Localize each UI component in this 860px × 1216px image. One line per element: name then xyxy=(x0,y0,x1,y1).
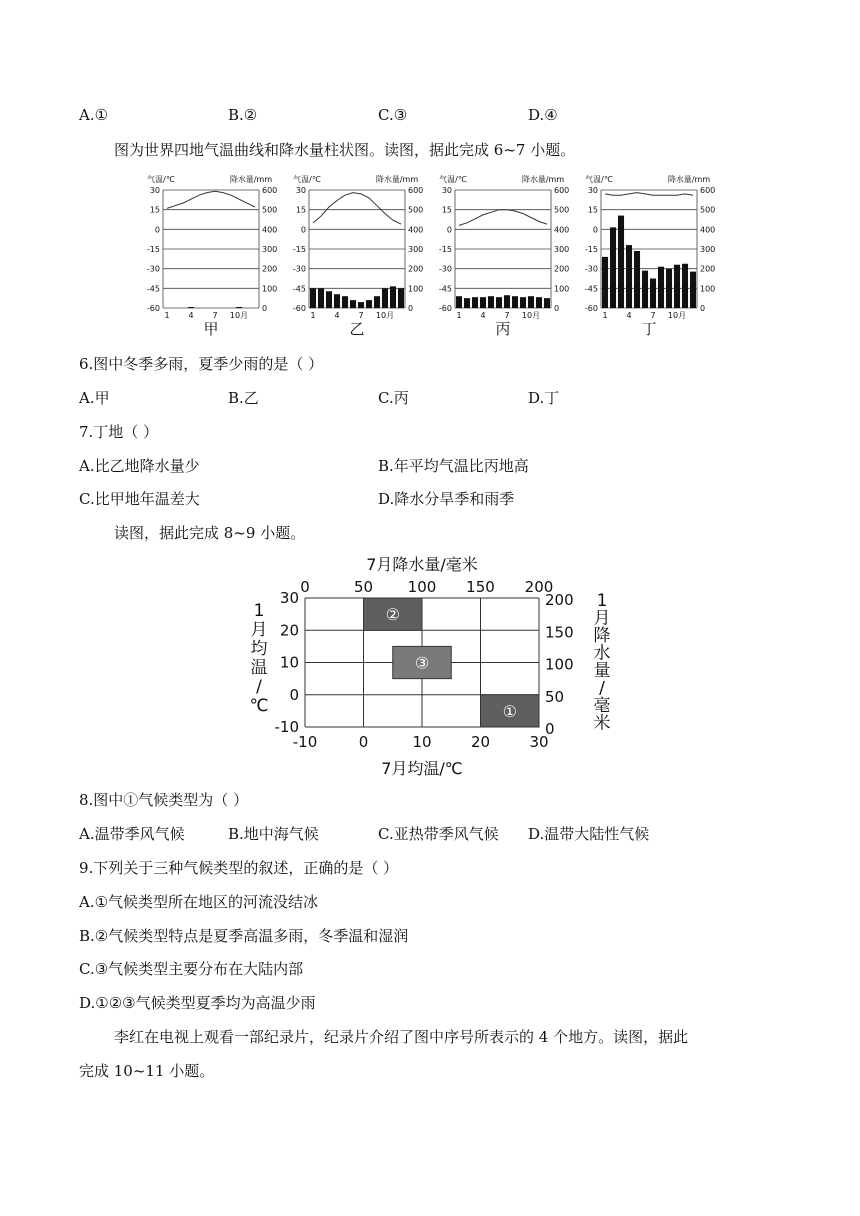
month-tick-label: 4 xyxy=(480,311,486,320)
month-tick-label: 10月 xyxy=(667,311,687,320)
precip-tick-label: 300 xyxy=(262,245,278,254)
temp-axis-label: 气温/℃ xyxy=(439,175,467,184)
top-tick-label: 200 xyxy=(524,578,554,596)
climate-chart-4 xyxy=(585,174,715,338)
q6-option-b: B.乙 xyxy=(228,389,259,407)
q7-stem: 7.丁地（ ） xyxy=(79,423,159,441)
right-axis-label-char: 水 xyxy=(593,643,611,664)
precip-tick-label: 100 xyxy=(700,284,716,294)
temperature-line xyxy=(459,210,547,226)
q7-option-a: A.比乙地降水量少 xyxy=(79,457,200,475)
bottom-tick-label: 30 xyxy=(529,733,549,751)
precip-axis-label: 降水量/mm xyxy=(375,175,419,184)
precip-bar xyxy=(512,296,518,308)
precip-bar xyxy=(366,300,372,308)
precip-axis-label: 降水量/mm xyxy=(521,175,565,184)
precip-bar xyxy=(666,269,672,308)
month-tick-label: 1 xyxy=(602,311,608,320)
q9-option-c: C.③气候类型主要分布在大陆内部 xyxy=(79,960,304,978)
left-axis-label-char: ℃ xyxy=(249,696,269,716)
q5-option-b: B.② xyxy=(228,106,258,124)
right-tick-label: 150 xyxy=(545,623,574,642)
precip-tick-label: 100 xyxy=(262,284,278,294)
precip-bar xyxy=(520,297,526,308)
precip-bar xyxy=(496,297,502,308)
precip-tick-label: 600 xyxy=(408,186,424,195)
precip-tick-label: 300 xyxy=(408,245,424,254)
top-tick-label: 0 xyxy=(300,578,310,596)
left-axis-label-char: 温 xyxy=(250,658,268,678)
precip-bar xyxy=(472,297,478,308)
q7-option-b: B.年平均气温比丙地高 xyxy=(378,457,529,475)
temp-tick-label: -45 xyxy=(292,284,306,294)
month-tick-label: 7 xyxy=(212,311,218,320)
temp-tick-label: 0 xyxy=(592,225,598,235)
precip-bar xyxy=(342,296,348,308)
precip-tick-label: 300 xyxy=(700,245,716,254)
temp-tick-label: -45 xyxy=(146,284,160,294)
q5-option-d: D.④ xyxy=(528,106,558,124)
temp-tick-label: -15 xyxy=(438,245,452,254)
left-axis-label-char: 均 xyxy=(250,639,268,659)
temp-tick-label: 0 xyxy=(154,225,160,235)
temp-tick-label: -30 xyxy=(146,264,160,274)
precip-bar xyxy=(658,267,664,308)
precip-tick-label: 500 xyxy=(262,205,278,215)
precip-bar xyxy=(674,265,680,308)
top-tick-label: 150 xyxy=(466,578,495,596)
climate-charts xyxy=(0,168,860,348)
q6-stem: 6.图中冬季多雨，夏季少雨的是（ ） xyxy=(79,355,324,373)
precip-tick-label: 200 xyxy=(554,264,570,274)
precip-tick-label: 200 xyxy=(700,264,716,274)
temp-tick-label: -15 xyxy=(146,245,160,254)
precip-bar xyxy=(310,288,316,308)
temp-tick-label: -15 xyxy=(292,245,306,254)
precip-bar xyxy=(326,291,332,308)
chart-label: 丙 xyxy=(495,320,511,338)
precip-bar xyxy=(610,227,616,308)
climate-box-label: ① xyxy=(502,701,517,721)
precip-tick-label: 400 xyxy=(700,225,716,235)
right-axis-label-char: 月 xyxy=(593,608,611,629)
precip-tick-label: 400 xyxy=(262,225,278,235)
left-tick-label: 20 xyxy=(279,621,299,640)
right-axis-label-char: 降 xyxy=(593,626,611,646)
precip-bar xyxy=(464,298,470,308)
q5-option-a: A.① xyxy=(79,106,109,124)
precip-bar xyxy=(682,264,688,308)
precip-tick-label: 0 xyxy=(554,304,560,313)
left-axis-label-char: 月 xyxy=(250,620,268,640)
q8-stem: 8.图中①气候类型为（ ） xyxy=(79,791,249,809)
climate-chart-2 xyxy=(293,174,423,338)
right-tick-label: 100 xyxy=(545,655,574,674)
top-axis-label: 7月降水量/毫米 xyxy=(366,555,478,574)
temperature-line xyxy=(167,191,255,208)
bottom-axis-label: 7月均温/℃ xyxy=(381,759,463,778)
right-axis-label-char: 1 xyxy=(596,591,608,611)
chart-label: 甲 xyxy=(203,320,219,338)
q7-option-d: D.降水分旱季和雨季 xyxy=(378,490,515,508)
temp-tick-label: -30 xyxy=(584,264,598,274)
precip-bar xyxy=(398,288,404,308)
temp-tick-label: -60 xyxy=(438,304,452,313)
right-axis-label-char: 毫 xyxy=(593,696,611,716)
temp-tick-label: 15 xyxy=(149,205,160,215)
month-tick-label: 4 xyxy=(334,311,340,320)
month-tick-label: 4 xyxy=(626,311,632,320)
temp-tick-label: -60 xyxy=(146,304,160,313)
temp-axis-label: 气温/℃ xyxy=(293,175,321,184)
month-tick-label: 1 xyxy=(164,311,170,320)
bottom-tick-label: 0 xyxy=(358,733,369,751)
temp-tick-label: 15 xyxy=(587,205,598,215)
precip-tick-label: 600 xyxy=(554,186,570,195)
q9-option-b: B.②气候类型特点是夏季高温多雨，冬季温和湿润 xyxy=(79,927,409,945)
precip-tick-label: 0 xyxy=(262,304,268,313)
precip-tick-label: 300 xyxy=(554,245,570,254)
right-tick-label: 50 xyxy=(545,687,565,706)
precip-bar xyxy=(382,288,388,308)
temp-axis-label: 气温/℃ xyxy=(585,175,613,184)
bottom-tick-label: 10 xyxy=(412,733,432,751)
climate-chart-3 xyxy=(439,174,569,338)
left-tick-label: 30 xyxy=(279,589,299,607)
precip-tick-label: 100 xyxy=(408,284,424,294)
precip-bar xyxy=(528,296,534,308)
right-tick-label: 0 xyxy=(545,720,555,738)
q9-option-d: D.①②③气候类型夏季均为高温少雨 xyxy=(79,994,316,1012)
left-tick-label: 10 xyxy=(279,653,299,672)
precip-tick-label: 500 xyxy=(700,205,716,215)
q9-option-a: A.①气候类型所在地区的河流没结冰 xyxy=(79,893,319,911)
precip-bar xyxy=(544,298,550,308)
month-tick-label: 7 xyxy=(504,311,510,320)
precip-tick-label: 200 xyxy=(262,264,278,274)
month-tick-label: 10月 xyxy=(229,311,249,320)
month-tick-label: 10月 xyxy=(521,311,541,320)
precip-bar xyxy=(236,307,242,308)
climate-box-label: ③ xyxy=(414,653,430,673)
temp-tick-label: 30 xyxy=(295,186,306,195)
right-axis-label-char: 量 xyxy=(593,661,611,681)
temp-tick-label: -30 xyxy=(438,264,452,274)
left-axis-label-char: 1 xyxy=(253,601,265,621)
q8-option-a: A.温带季风气候 xyxy=(79,825,185,843)
precip-tick-label: 0 xyxy=(700,304,706,313)
q5-option-c: C.③ xyxy=(378,106,408,124)
precip-tick-label: 500 xyxy=(554,205,570,215)
month-tick-label: 7 xyxy=(358,311,364,320)
precip-tick-label: 400 xyxy=(408,225,424,235)
precip-bar xyxy=(650,279,656,309)
precip-bar xyxy=(690,272,696,308)
temperature-line xyxy=(605,193,693,196)
precip-tick-label: 200 xyxy=(408,264,424,274)
precip-bar xyxy=(536,297,542,308)
precip-tick-label: 600 xyxy=(700,186,716,195)
q7-option-c: C.比甲地年温差大 xyxy=(79,490,200,508)
precip-tick-label: 100 xyxy=(554,284,570,294)
precip-bar xyxy=(390,286,396,308)
temp-tick-label: -60 xyxy=(292,304,306,313)
intro-8-9: 读图，据此完成 8~9 小题。 xyxy=(114,524,306,542)
temp-tick-label: 0 xyxy=(446,225,452,235)
temp-tick-label: 15 xyxy=(441,205,452,215)
precip-bar xyxy=(318,288,324,308)
precip-tick-label: 400 xyxy=(554,225,570,235)
precip-tick-label: 500 xyxy=(408,205,424,215)
temp-tick-label: -30 xyxy=(292,264,306,274)
q8-option-d: D.温带大陆性气候 xyxy=(528,825,650,843)
temp-tick-label: -45 xyxy=(438,284,452,294)
precip-bar xyxy=(488,296,494,308)
temp-tick-label: -45 xyxy=(584,284,598,294)
top-tick-label: 100 xyxy=(407,578,437,596)
temp-axis-label: 气温/℃ xyxy=(147,175,175,184)
q8-option-c: C.亚热带季风气候 xyxy=(378,825,499,843)
precip-bar xyxy=(504,295,510,308)
intro-10-11-line2: 完成 10~11 小题。 xyxy=(79,1062,215,1080)
precip-bar xyxy=(618,216,624,308)
precip-bar xyxy=(334,294,340,308)
top-tick-label: 50 xyxy=(353,578,374,596)
right-axis-label-char: 米 xyxy=(593,713,611,734)
precip-bar xyxy=(358,302,364,308)
q6-option-c: C.丙 xyxy=(378,389,409,407)
precip-bar xyxy=(626,245,632,308)
temperature-line xyxy=(313,193,401,225)
q8-option-b: B.地中海气候 xyxy=(228,825,319,843)
temp-tick-label: -15 xyxy=(584,245,598,254)
left-tick-label: 0 xyxy=(289,685,299,704)
temp-tick-label: 30 xyxy=(441,186,452,195)
month-tick-label: 4 xyxy=(188,311,194,320)
precip-bar xyxy=(350,300,356,308)
right-tick-label: 200 xyxy=(545,591,574,609)
q6-option-a: A.甲 xyxy=(79,389,110,407)
bottom-tick-label: 20 xyxy=(470,733,491,751)
month-tick-label: 1 xyxy=(310,311,316,320)
month-tick-label: 7 xyxy=(650,311,656,320)
precip-bar xyxy=(602,257,608,308)
temp-tick-label: 0 xyxy=(300,225,306,235)
chart-label: 乙 xyxy=(349,320,365,338)
q9-stem: 9.下列关于三种气候类型的叙述，正确的是（ ） xyxy=(79,859,399,877)
precip-bar xyxy=(374,296,380,308)
temp-tick-label: 30 xyxy=(149,186,160,195)
climate-chart-1 xyxy=(147,174,277,338)
precip-axis-label: 降水量/mm xyxy=(229,175,273,184)
temp-tick-label: 30 xyxy=(587,186,598,195)
precip-axis-label: 降水量/mm xyxy=(667,175,711,184)
bottom-tick-label: -10 xyxy=(292,733,318,751)
chart-label: 丁 xyxy=(641,320,657,338)
intro-6-7: 图为世界四地气温曲线和降水量柱状图。读图，据此完成 6~7 小题。 xyxy=(114,141,576,159)
climate-box-label: ② xyxy=(385,605,400,625)
precip-tick-label: 0 xyxy=(408,304,414,313)
left-tick-label: -10 xyxy=(274,718,299,736)
precip-tick-label: 600 xyxy=(262,186,278,195)
temp-tick-label: 15 xyxy=(295,205,306,215)
q6-option-d: D.丁 xyxy=(528,389,560,407)
precip-bar xyxy=(642,271,648,308)
precip-bar xyxy=(634,251,640,308)
precip-bar xyxy=(456,296,462,308)
right-axis-label-char: / xyxy=(599,678,605,699)
climate-grid-chart xyxy=(0,552,860,784)
month-tick-label: 10月 xyxy=(375,311,395,320)
temp-tick-label: -60 xyxy=(584,304,598,313)
precip-bar xyxy=(188,307,194,308)
intro-10-11-line1: 李红在电视上观看一部纪录片，纪录片介绍了图中序号所表示的 4 个地方。读图，据此 xyxy=(114,1028,689,1046)
month-tick-label: 1 xyxy=(456,311,462,320)
precip-bar xyxy=(480,297,486,308)
left-axis-label-char: / xyxy=(256,677,262,697)
